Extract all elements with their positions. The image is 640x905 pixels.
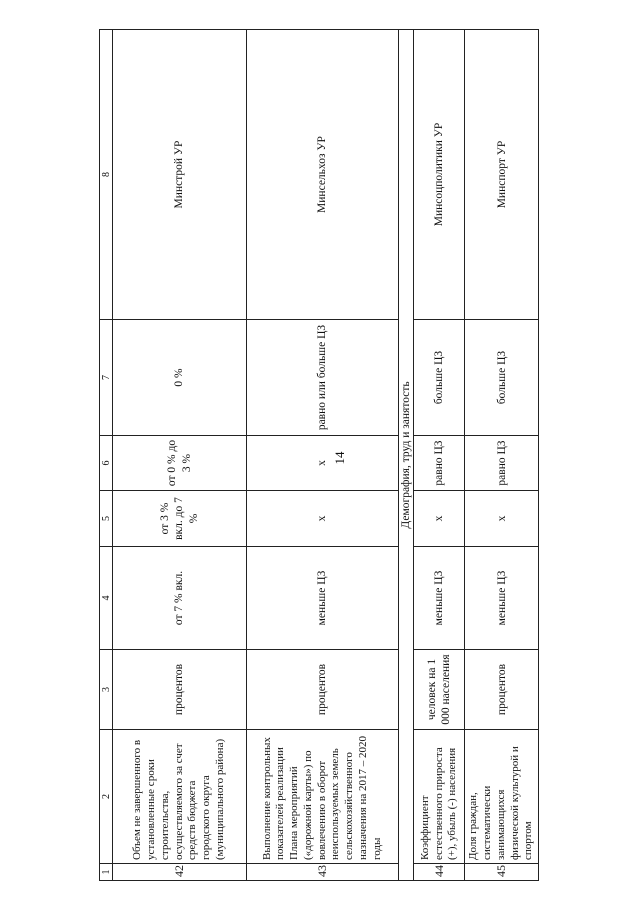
column-number: 8: [100, 30, 113, 320]
value-cell: х: [247, 491, 399, 547]
row-number: 42: [113, 864, 247, 881]
indicator-name: Выполнение контрольных показателей реализации Плана мероприятий («дорожной карты») по вовлечению в оборот неиспользуемых земель сельскохозяйственного назначения на 2017 – 2020 годы: [247, 730, 399, 864]
unit-cell: процентов: [465, 650, 539, 730]
value-cell: равно или больше ЦЗ: [247, 320, 399, 436]
rotated-table-container: [99, 30, 535, 881]
responsible-ministry: Минсоцполитики УР: [414, 30, 465, 320]
unit-cell: человек на 1 000 населения: [414, 650, 465, 730]
value-cell: от 0 % до 3 %: [113, 436, 247, 491]
column-number: 5: [100, 491, 113, 547]
value-cell: меньше ЦЗ: [414, 547, 465, 650]
indicators-table: [99, 29, 539, 881]
value-cell: больше ЦЗ: [465, 320, 539, 436]
column-number-header-row: [100, 30, 113, 881]
value-cell: х: [247, 436, 399, 491]
row-number: 45: [465, 864, 539, 881]
column-number: 4: [100, 547, 113, 650]
responsible-ministry: Минсельхоз УР: [247, 30, 399, 320]
column-number: 1: [100, 864, 113, 881]
value-cell: х: [465, 491, 539, 547]
value-cell: больше ЦЗ: [414, 320, 465, 436]
indicator-name: Коэффициент естественного прироста (+), убыль (-) населения: [414, 730, 465, 864]
responsible-ministry: Минстрой УР: [113, 30, 247, 320]
value-cell: х: [414, 491, 465, 547]
table-row: [247, 30, 399, 881]
value-cell: от 3 % вкл. до 7 %: [113, 491, 247, 547]
table-row: [465, 30, 539, 881]
column-number: 2: [100, 730, 113, 864]
value-cell: меньше ЦЗ: [465, 547, 539, 650]
section-title: Демография, труд и занятость: [399, 30, 414, 881]
column-number: 3: [100, 650, 113, 730]
column-number: 7: [100, 320, 113, 436]
value-cell: равно ЦЗ: [465, 436, 539, 491]
indicator-name: Объем не завершенного в установленные сроки строительства, осуществляемого за счет средств бюджета городского округа (муниципального района): [113, 730, 247, 864]
row-number: 44: [414, 864, 465, 881]
page-number: 14: [332, 451, 347, 465]
value-cell: 0 %: [113, 320, 247, 436]
indicator-name: Доля граждан, систематически занимающихся физической культурой и спортом: [465, 730, 539, 864]
rotated-table-frame: [99, 30, 535, 881]
unit-cell: процентов: [247, 650, 399, 730]
table-row: [113, 30, 247, 881]
value-cell: меньше ЦЗ: [247, 547, 399, 650]
unit-cell: процентов: [113, 650, 247, 730]
responsible-ministry: Минспорт УР: [465, 30, 539, 320]
table-row: [414, 30, 465, 881]
section-header-row: [399, 30, 414, 881]
row-number: 43: [247, 864, 399, 881]
value-cell: равно ЦЗ: [414, 436, 465, 491]
column-number: 6: [100, 436, 113, 491]
value-cell: от 7 % вкл.: [113, 547, 247, 650]
